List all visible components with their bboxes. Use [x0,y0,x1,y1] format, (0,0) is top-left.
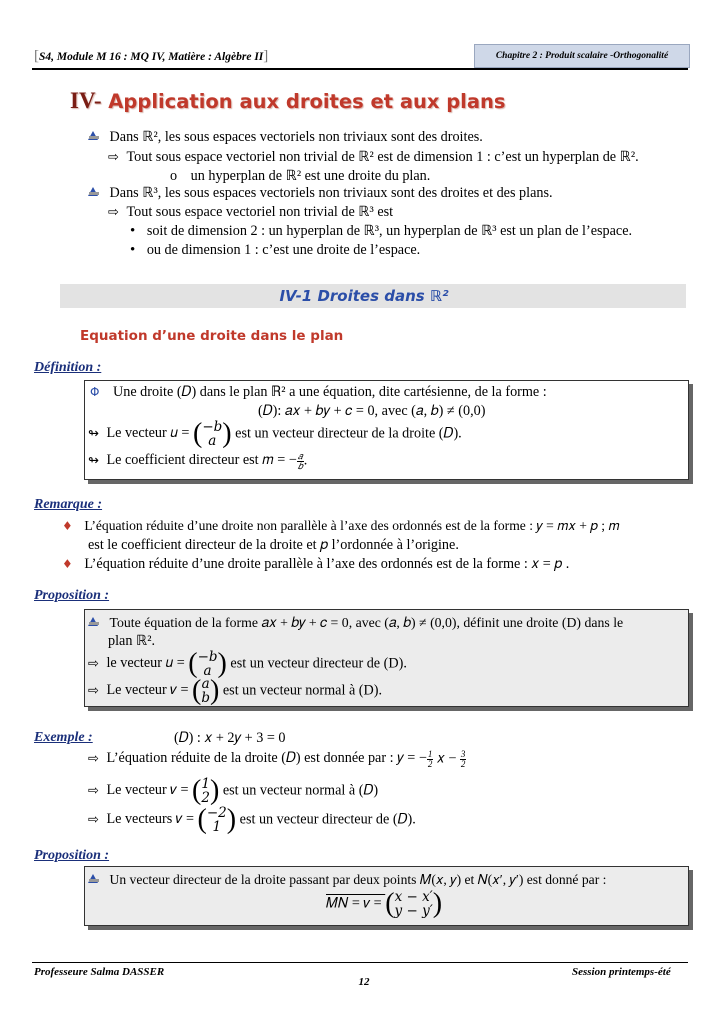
proposition-1-line-2: plan ℝ². [108,633,156,649]
header-rule [32,68,688,70]
page-number: 12 [358,976,370,988]
arrow-right-icon: ⇨ [88,751,99,767]
section-number: IV- [70,88,102,113]
arrow-right-icon: ⇨ [88,656,99,672]
fraction-1-2: $\frac{1}{2}$ [427,749,433,769]
remark-label: Remarque : [34,497,103,512]
proposition-1-line-3: ⇨ le vecteur 𝑢 = (−𝑏 𝑎 ) est un vecteur directeur de (D). [88,648,407,679]
example-line-1: ⇨ L’équation réduite de la droite (𝐷) est donnée par : 𝑦 = $-\frac{1}{2}$ 𝑥 − $\frac{3}{2}$ [88,749,466,769]
arrow-right-icon: ⇨ [108,205,119,220]
vector-v: (1 2) [192,775,220,806]
header-chapter-box [474,44,690,68]
definition-equation: (𝐷): 𝑎𝑥 + 𝑏𝑦 + 𝑐 = 0, avec (𝑎, 𝑏) ≠ (0,0) [258,403,486,419]
bullet-triangle-icon [88,185,100,196]
remark-item-1-cont: est le coefficient directeur de la droite et 𝑝 l’ordonnée à l’origine. [88,537,459,553]
definition-line-3: ↬ Le vecteur 𝑢 = (−𝑏 𝑎 ) est un vecteur directeur de la droite (𝐷). [88,418,462,449]
diamond-bullet-icon: ♦ [62,519,73,533]
header-chapter-text: Chapitre 2 : Produit scalaire -Orthogonalité [495,51,669,61]
subheading: Equation d’une droite dans le plan [80,328,344,344]
fraction-a-b: $\frac{\text{𝑎}}{\text{𝑏}}$ [297,451,303,471]
proposition-2-label: Proposition : [34,848,110,863]
bullet-triangle-icon [88,129,100,140]
vector-u: (−𝑏 𝑎 ) [192,418,232,449]
definition-line-1: Φ Une droite (𝐷) dans le plan ℝ² a une équation, dite cartésienne, de la forme : [90,384,547,400]
proposition-2-formula: 𝑀𝑁 = 𝑣 = (𝑥 − 𝑥′ 𝑦 − 𝑦′) [326,888,443,919]
intro-item-7: • ou de dimension 1 : c’est une droite de l’espace. [130,242,421,258]
intro-item-3: o un hyperplan de ℝ² est une droite du plan. [170,168,431,184]
bullet-dot-icon: • [130,242,136,258]
bullet-triangle-icon [88,615,100,626]
vector-v-director: (−2 1 ) [197,804,237,835]
arrow-right-icon: ⇨ [108,150,119,165]
definition-line-4: ↬ Le coefficient directeur est 𝑚 = $-\frac{\text{𝑎}}{\text{𝑏}}$. [88,451,308,471]
section-title-text: Application aux droites et aux plans [101,90,506,113]
section-title [70,88,506,114]
intro-item-5: ⇨ Tout sous espace vectoriel non trivial de ℝ³ est [108,204,394,220]
arrow-right-icon: ⇨ [88,812,99,828]
proposition-2-line-1: Un vecteur directeur de la droite passant par deux points 𝑀(𝑥, 𝑦) et 𝑁(𝑥′, 𝑦′) est donné par : [88,872,606,889]
subsection-title: IV-1 Droites dans ℝ² [279,287,449,305]
remark-item-1: ♦ L’équation réduite d’une droite non parallèle à l’axe des ordonnés est de la forme : 𝑦 = 𝑚𝑥 + 𝑝 ; 𝑚 [62,518,620,533]
diamond-bullet-icon: ♦ [62,557,73,571]
example-line-2: ⇨ Le vecteur 𝑣 = (1 2) est un vecteur normal à (𝐷) [88,775,379,806]
definition-label: Définition : [34,360,102,375]
bullet-triangle-icon [88,872,100,883]
proposition-1-line-4: ⇨ Le vecteur 𝑣 = (𝑎 𝑏) est un vecteur normal à (D). [88,675,383,706]
footer-author: Professeure Salma DASSER [34,966,165,978]
header-left-text: S4, Module M 16 : MQ IV, Matière : Algèbre II [39,51,264,63]
arrow-right-icon: ⇨ [88,683,99,699]
remark-item-2: ♦ L’équation réduite d’une droite parallèle à l’axe des ordonnés est de la forme : 𝑥 = 𝑝 . [62,556,570,572]
intro-item-1: Dans ℝ², les sous espaces vectoriels non triviaux sont des droites. [88,129,483,146]
proposition-1-line-1: Toute équation de la forme 𝑎𝑥 + 𝑏𝑦 + 𝑐 = 0, avec (𝑎, 𝑏) ≠ (0,0), définit une droite (D) dans le [88,615,623,632]
hook-arrow-icon: ↬ [88,453,99,469]
fraction-3-2: $\frac{3}{2}$ [460,749,466,769]
vector-u: (−𝑏 𝑎 ) [188,648,227,679]
footer-rule [32,962,688,963]
proposition-1-label: Proposition : [34,588,110,603]
bullet-dot-icon: • [130,223,136,239]
phi-icon: Φ [90,385,100,399]
example-label: Exemple : [34,730,93,745]
hook-arrow-icon: ↬ [88,426,99,442]
intro-item-6: • soit de dimension 2 : un hyperplan de ℝ³, un hyperplan de ℝ³ est un plan de l’espace. [130,223,633,239]
example-line-3: ⇨ Le vecteurs 𝑣 = (−2 1 ) est un vecteur directeur de (𝐷). [88,804,416,835]
example-equation: (𝐷) : 𝑥 + 2𝑦 + 3 = 0 [174,730,286,746]
intro-item-2: ⇨ Tout sous espace vectoriel non trivial de ℝ² est de dimension 1 : c’est un hyperplan de ℝ². [108,149,639,165]
vector-v: (𝑎 𝑏) [192,675,220,706]
vector-mn: (𝑥 − 𝑥′ 𝑦 − 𝑦′) [385,888,443,919]
intro-item-4: Dans ℝ³, les sous espaces vectoriels non triviaux sont des droites et des plans. [88,185,553,202]
circle-bullet-icon: o [170,168,178,184]
header-left: [S4, Module M 16 : MQ IV, Matière : Algèbre II] [34,48,269,64]
footer-session: Session printemps-été [572,966,671,978]
arrow-right-icon: ⇨ [88,783,99,799]
